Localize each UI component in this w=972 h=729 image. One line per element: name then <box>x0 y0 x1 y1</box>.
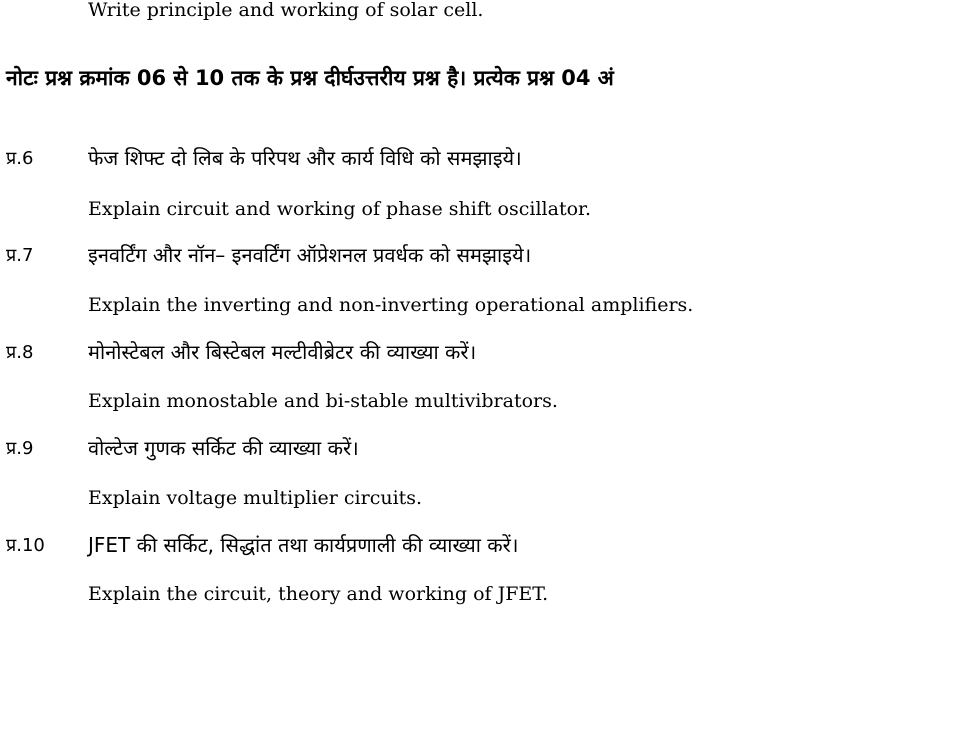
question-hindi-text: फेज शिफ्ट दो लिब के परिपथ और कार्य विधि को समझाइये। <box>88 146 522 170</box>
question-english-text: Explain the circuit, theory and working of JFET. <box>88 583 549 605</box>
question-hindi-text: JFET की सर्किट, सिद्धांत तथा कार्यप्रणाली की व्याख्या करें। <box>88 533 519 557</box>
question-number: प्र.8 <box>6 342 34 363</box>
question-english-text: Explain the inverting and non-inverting operational amplifiers. <box>88 294 694 316</box>
question-number: प्र.7 <box>6 245 34 266</box>
question-number: प्र.10 <box>6 535 45 556</box>
question-english-text: Explain circuit and working of phase shift oscillator. <box>88 198 592 220</box>
question-number: प्र.6 <box>6 148 34 169</box>
question-english-text: Explain voltage multiplier circuits. <box>88 487 423 509</box>
q5-english-text: Write principle and working of solar cell. <box>88 0 484 21</box>
question-hindi-text: वोल्टेज गुणक सर्किट की व्याख्या करें। <box>88 436 359 460</box>
question-number: प्र.9 <box>6 438 34 459</box>
section-note: नोटः प्रश्न क्रमांक 06 से 10 तक के प्रश्न दीर्घउत्तरीय प्रश्न है। प्रत्येक प्रश्न 04 अं <box>6 66 614 90</box>
question-hindi-text: इनवर्टिंग और नॉन– इनवर्टिंग ऑप्रेशनल प्रवर्धक को समझाइये। <box>88 243 532 267</box>
question-english-text: Explain monostable and bi-stable multivibrators. <box>88 390 558 412</box>
question-hindi-text: मोनोस्टेबल और बिस्टेबल मल्टीवीब्रेटर की व्याख्या करें। <box>88 340 477 364</box>
